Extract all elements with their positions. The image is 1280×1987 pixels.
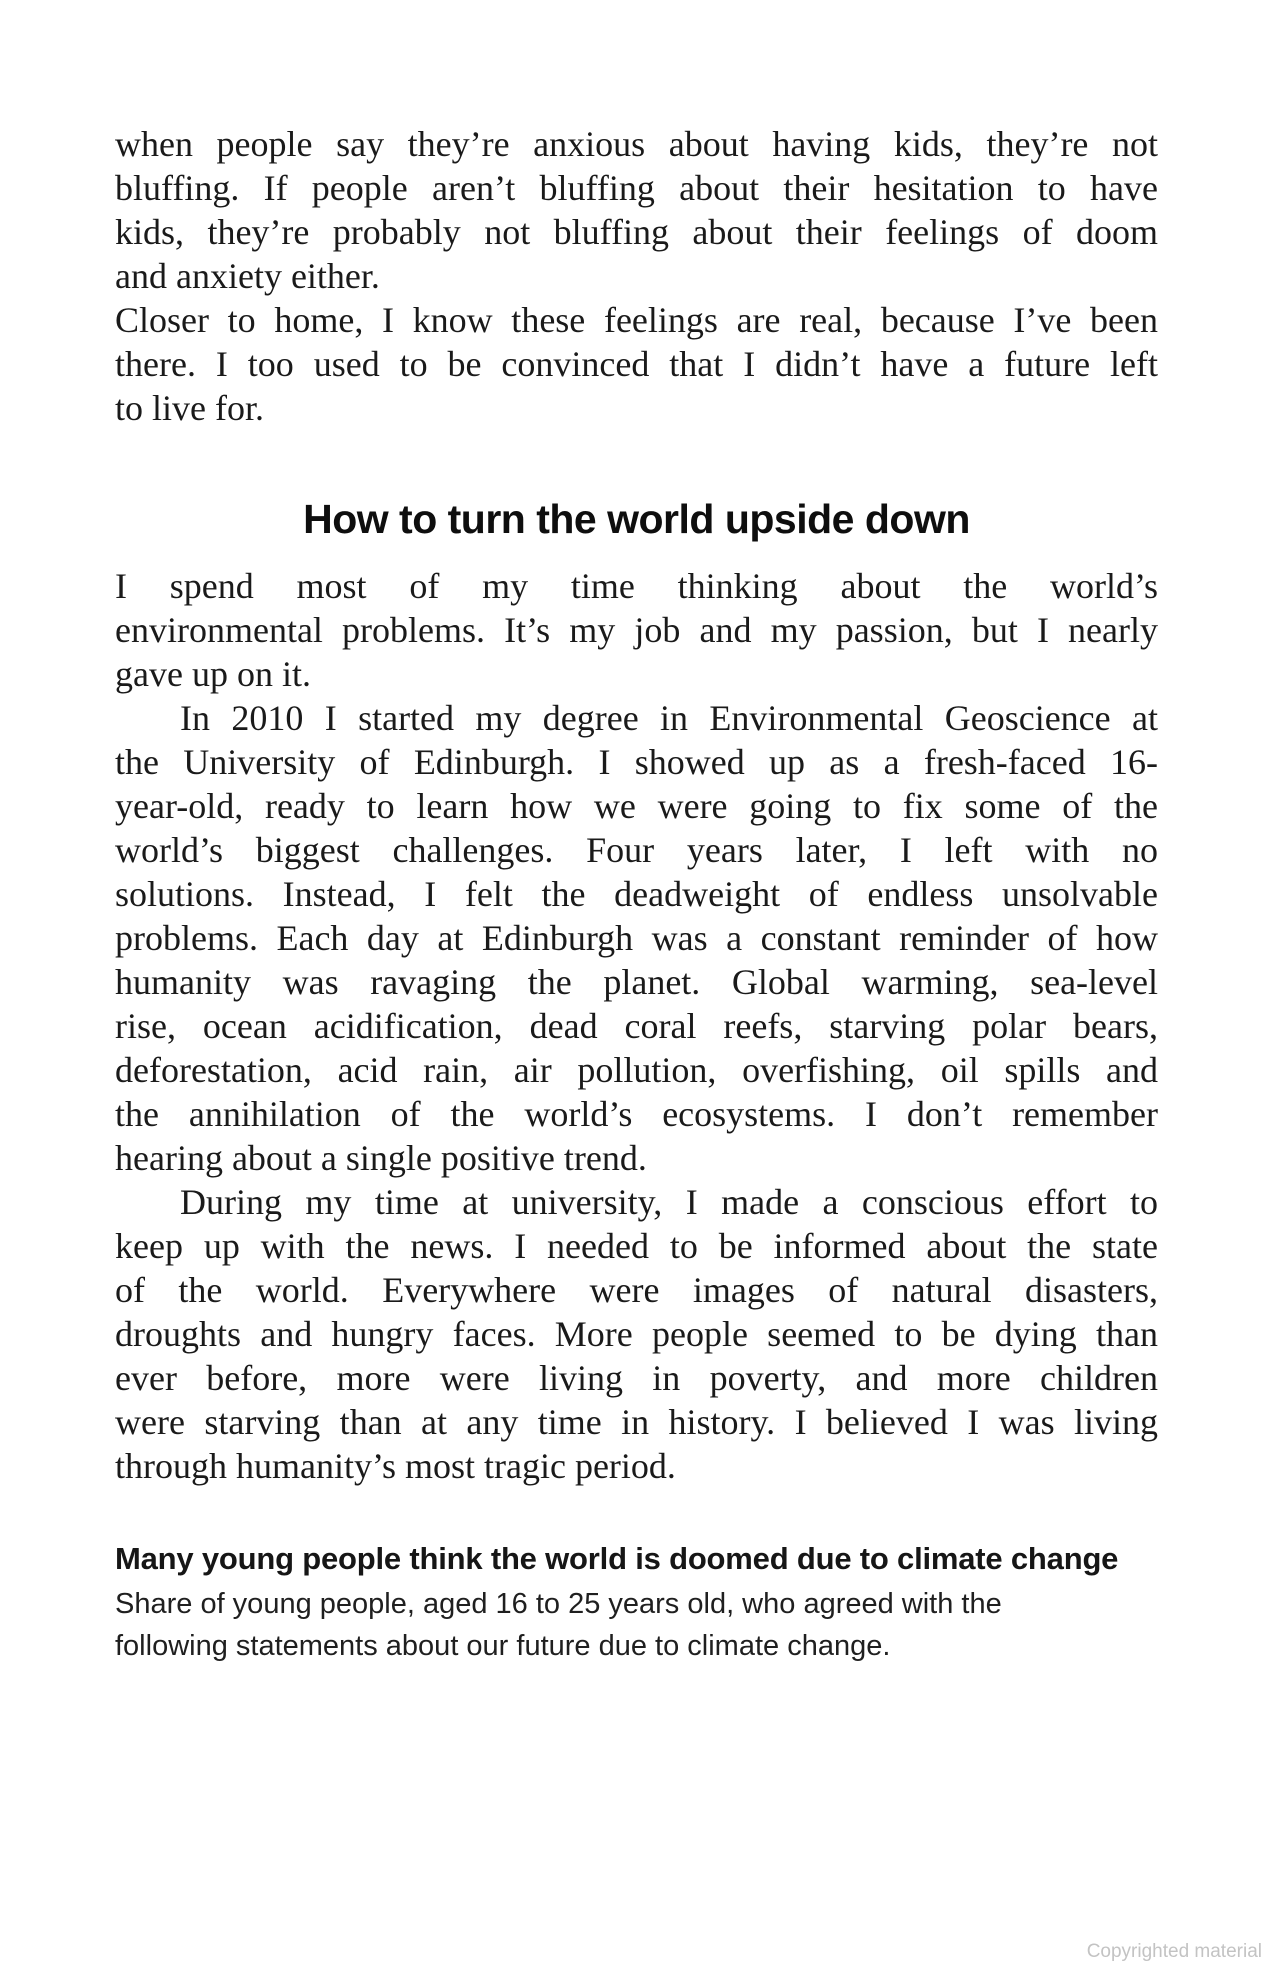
- section-heading: How to turn the world upside down: [303, 496, 970, 542]
- body-text-line: kids, they’re probably not bluffing about their feelings of doom: [115, 212, 1158, 252]
- copyright-watermark: Copyrighted material: [1086, 1941, 1262, 1962]
- body-text-line: humanity was ravaging the planet. Global warming, sea-level: [115, 962, 1158, 1002]
- body-text-line: bluffing. If people aren’t bluffing about their hesitation to have: [115, 168, 1158, 208]
- body-text-line: Closer to home, I know these feelings are real, because I’ve been: [115, 300, 1158, 340]
- body-text-line: rise, ocean acidification, dead coral reefs, starving polar bears,: [115, 1006, 1158, 1046]
- body-text-line: through humanity’s most tragic period.: [115, 1446, 676, 1486]
- body-text-line: problems. Each day at Edinburgh was a constant reminder of how: [115, 918, 1158, 958]
- body-text-line: solutions. Instead, I felt the deadweight of endless unsolvable: [115, 874, 1158, 914]
- body-text-line: During my time at university, I made a conscious effort to: [180, 1182, 1158, 1222]
- body-text-line: keep up with the news. I needed to be informed about the state: [115, 1226, 1158, 1266]
- body-text-line: deforestation, acid rain, air pollution, overfishing, oil spills and: [115, 1050, 1158, 1090]
- body-text-line: were starving than at any time in history. I believed I was living: [115, 1402, 1158, 1442]
- body-text-line: there. I too used to be convinced that I didn’t have a future left: [115, 344, 1158, 384]
- body-text-line: and anxiety either.: [115, 256, 380, 296]
- body-text-line: year-old, ready to learn how we were going to fix some of the: [115, 786, 1158, 826]
- chart-subtitle-line-2: following statements about our future due to climate change.: [115, 1630, 891, 1662]
- body-text-line: to live for.: [115, 388, 264, 428]
- body-text-line: ever before, more were living in poverty, and more children: [115, 1358, 1158, 1398]
- chart-header: [115, 1538, 1158, 1667]
- body-text-line: the annihilation of the world’s ecosystems. I don’t remember: [115, 1094, 1158, 1134]
- body-text-line: when people say they’re anxious about having kids, they’re not: [115, 124, 1158, 164]
- body-text-line: of the world. Everywhere were images of natural disasters,: [115, 1270, 1158, 1310]
- body-text-column: [115, 122, 1158, 1488]
- body-text-line: gave up on it.: [115, 654, 311, 694]
- body-text-line: I spend most of my time thinking about the world’s: [115, 566, 1158, 606]
- body-text-line: droughts and hungry faces. More people seemed to be dying than: [115, 1314, 1158, 1354]
- body-text-line: environmental problems. It’s my job and my passion, but I nearly: [115, 610, 1158, 650]
- chart-title: Many young people think the world is doomed due to climate change: [115, 1541, 1119, 1576]
- body-text-line: hearing about a single positive trend.: [115, 1138, 647, 1178]
- chart-subtitle-line-1: Share of young people, aged 16 to 25 years old, who agreed with the: [115, 1588, 1002, 1620]
- body-text-line: the University of Edinburgh. I showed up as a fresh-faced 16-: [115, 742, 1158, 782]
- body-text-line: In 2010 I started my degree in Environmental Geoscience at: [180, 698, 1158, 738]
- body-text-line: world’s biggest challenges. Four years later, I left with no: [115, 830, 1158, 870]
